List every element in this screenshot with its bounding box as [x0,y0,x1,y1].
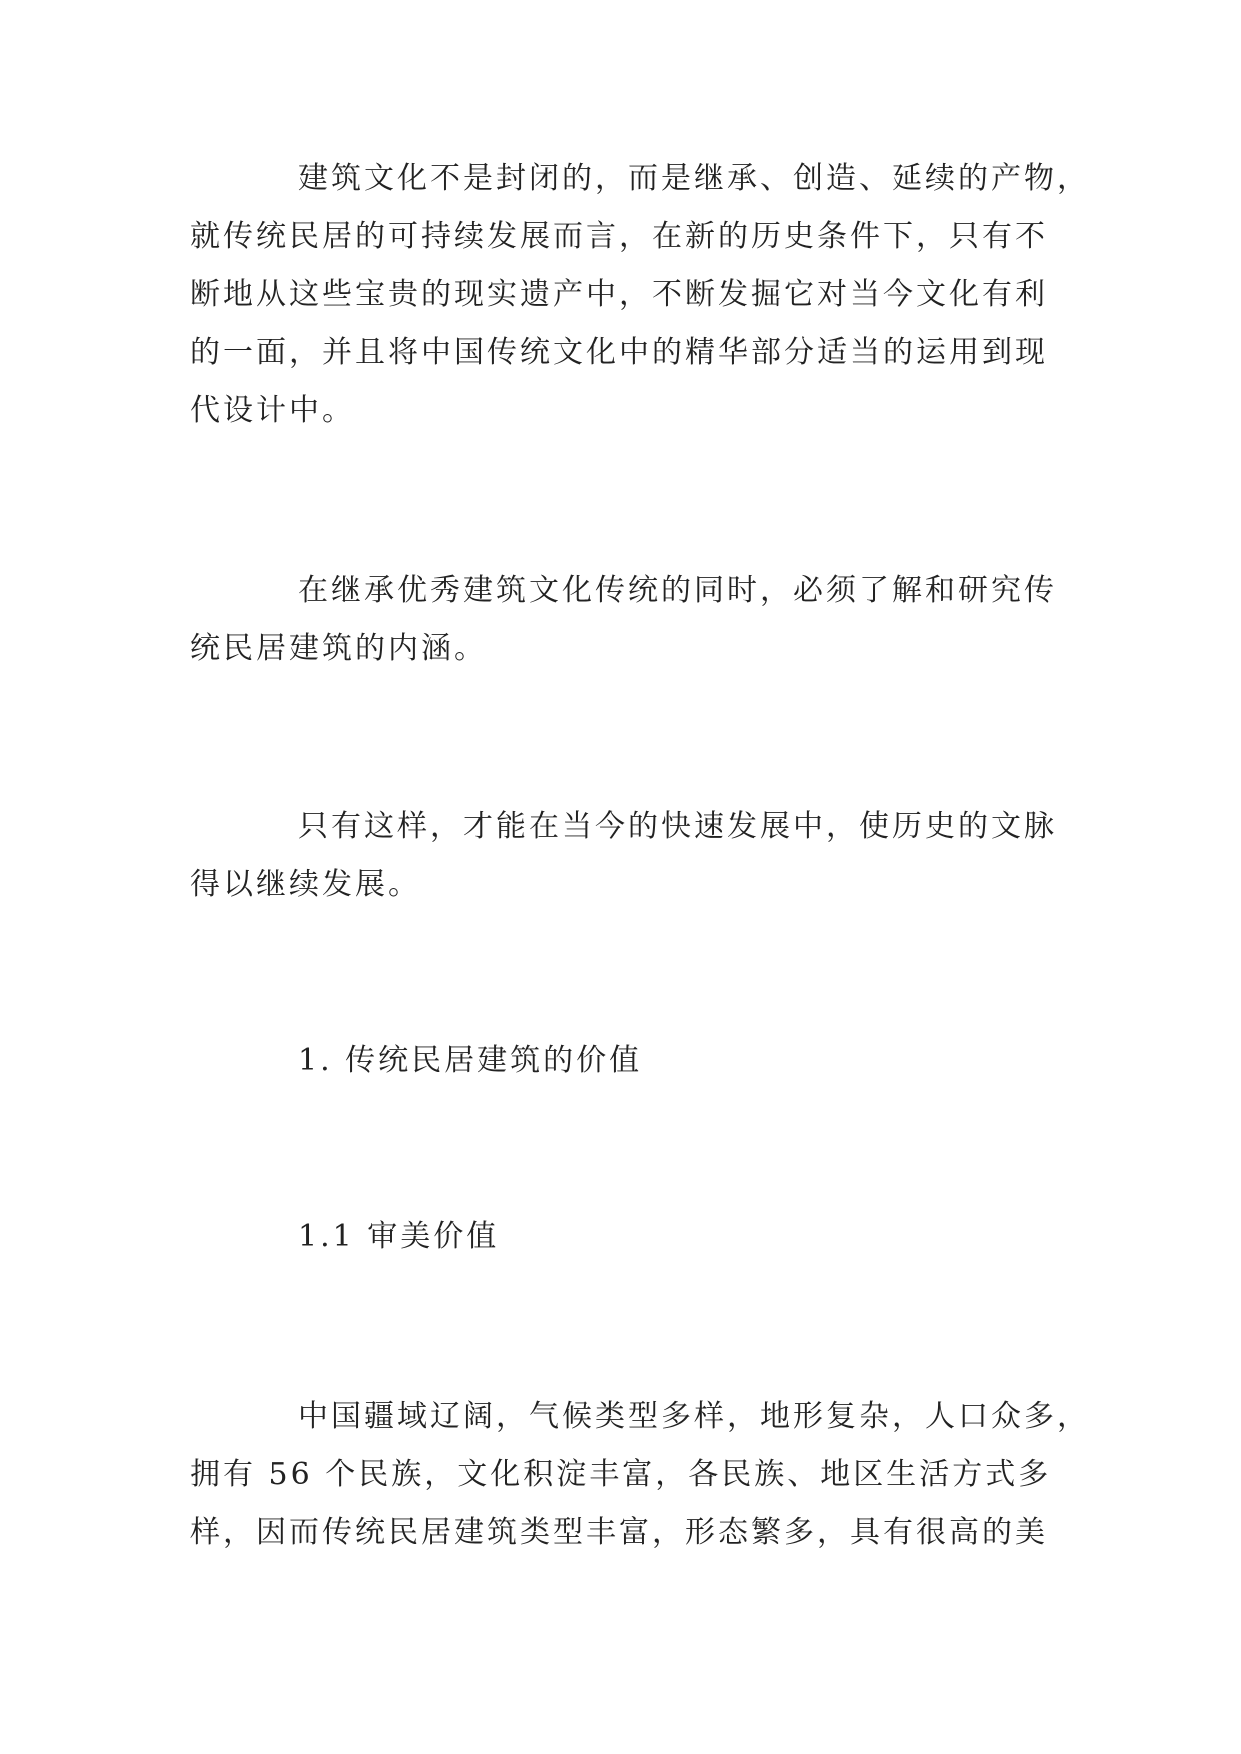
paragraph-line: 在继承优秀建筑文化传统的同时，必须了解和研究传 [298,573,1057,608]
paragraph-continuity [190,798,1070,914]
paragraph-line: 代设计中。 [190,393,355,428]
paragraph-line: 得以继续发展。 [190,867,421,902]
paragraph-line: 中国疆域辽阔，气候类型多样，地形复杂，人口众多， [298,1399,1090,1434]
paragraph-research [190,562,1070,678]
paragraph-line: 样，因而传统民居建筑类型丰富，形态繁多，具有很高的美 [190,1515,1048,1550]
paragraph-line: 拥有 56 个民族，文化积淀丰富，各民族、地区生活方式多 [190,1457,1052,1492]
section-heading: 1. 传统民居建筑的价值 [298,1043,643,1078]
paragraph-line: 只有这样，才能在当今的快速发展中，使历史的文脉 [298,809,1057,844]
paragraph-inheritance [190,150,1090,440]
paragraph-line: 的一面，并且将中国传统文化中的精华部分适当的运用到现 [190,335,1048,370]
paragraph-aesthetic [190,1388,1090,1562]
paragraph-line: 建筑文化不是封闭的，而是继承、创造、延续的产物， [298,161,1090,196]
paragraph-line: 统民居建筑的内涵。 [190,631,487,666]
paragraph-line: 就传统民居的可持续发展而言，在新的历史条件下，只有不 [190,219,1048,254]
subsection-heading: 1.1 审美价值 [298,1219,500,1254]
paragraph-line: 断地从这些宝贵的现实遗产中，不断发掘它对当今文化有利 [190,277,1048,312]
